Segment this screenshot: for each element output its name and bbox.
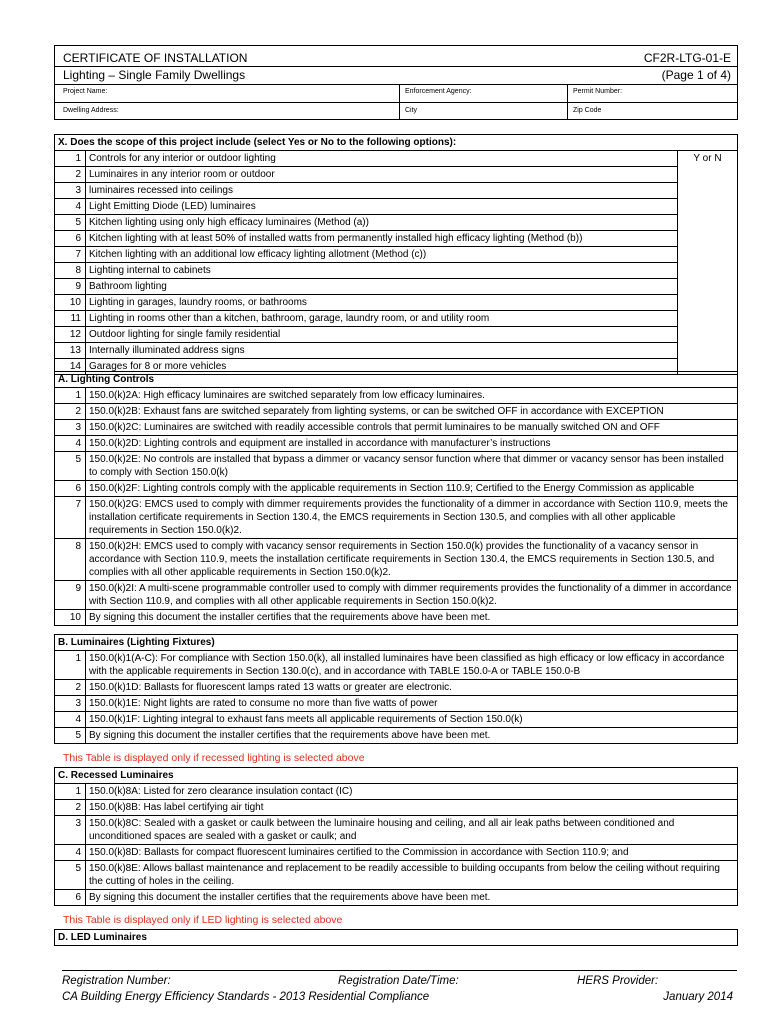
- table-row: [55, 420, 738, 436]
- form-title: CERTIFICATE OF INSTALLATION: [63, 51, 248, 65]
- row-text: Kitchen lighting with an additional low efficacy lighting allotment (Method (c)): [86, 247, 678, 263]
- row-number: 2: [55, 404, 86, 420]
- row-number: 11: [55, 311, 86, 327]
- page-footer: [62, 970, 737, 1003]
- row-number: 6: [55, 481, 86, 497]
- registration-datetime: Registration Date/Time:: [338, 975, 459, 987]
- recessed-heading: C. Recessed Luminaires: [55, 768, 738, 784]
- row-number: 4: [55, 845, 86, 861]
- row-text: 150.0(k)2G: EMCS used to comply with dimmer requirements provides the functionality of a dimmer in accordance with Section 110.9, meets the installation certificate requirements in Section 130.4, the EMCS requirements in Section 130.5, and complies with all other applicable requirements in Section 150.0(k)2.: [86, 497, 738, 539]
- row-text: Bathroom lighting: [86, 279, 678, 295]
- yn-label[interactable]: Y or N: [677, 151, 737, 375]
- row-text: Outdoor lighting for single family residential: [86, 327, 678, 343]
- zip-code-field[interactable]: Zip Code: [573, 107, 602, 114]
- table-row: [55, 481, 738, 497]
- table-row: [55, 151, 738, 167]
- row-text: Kitchen lighting using only high efficacy luminaires (Method (a)): [86, 215, 678, 231]
- scope-table: [54, 134, 738, 375]
- row-text: 150.0(k)2I: A multi-scene programmable controller used to comply with dimmer requirements provides the functionality of a dimmer in accordance with Section 110.9, and complies with all other applicable requirements in Section 150.0(k)2.: [86, 581, 738, 610]
- row-number: 1: [55, 784, 86, 800]
- table-row: [55, 183, 738, 199]
- table-row: [55, 539, 738, 581]
- row-text: 150.0(k)1(A-C): For compliance with Section 150.0(k), all installed luminaires have been classified as high efficacy or low efficacy in accordance with the applicable requirements in Section 130.0(c), and in accordance with TABLE 150.0-A or TABLE 150.0-B: [86, 651, 738, 680]
- dwelling-address-field[interactable]: Dwelling Address:: [63, 107, 119, 114]
- row-text: 150.0(k)2H: EMCS used to comply with vacancy sensor requirements in Section 150.0(k) provides the functionality of a vacancy sensor in accordance with Section 110.9, meets the installation certificate requirements in Section 130.4, the EMCS requirements in Section 130.5, and complies with all other applicable requirements in Section 150.0(k)2.: [86, 539, 738, 581]
- luminaires-heading: B. Luminaires (Lighting Fixtures): [55, 635, 738, 651]
- row-text: 150.0(k)1D: Ballasts for fluorescent lamps rated 13 watts or greater are electronic.: [86, 680, 738, 696]
- table-row: [55, 581, 738, 610]
- led-luminaires-table: [54, 929, 738, 946]
- row-text: By signing this document the installer certifies that the requirements above have been met.: [86, 610, 738, 626]
- lighting-controls-table: [54, 371, 738, 626]
- row-number: 7: [55, 247, 86, 263]
- table-row: [55, 327, 738, 343]
- row-number: 4: [55, 436, 86, 452]
- lighting-controls-heading: A. Lighting Controls: [55, 372, 738, 388]
- row-number: 4: [55, 199, 86, 215]
- row-text: 150.0(k)8A: Listed for zero clearance insulation contact (IC): [86, 784, 738, 800]
- row-text: Lighting in rooms other than a kitchen, bathroom, garage, laundry room, or and utility room: [86, 311, 678, 327]
- row-text: Light Emitting Diode (LED) luminaires: [86, 199, 678, 215]
- row-number: 3: [55, 183, 86, 199]
- row-number: 10: [55, 295, 86, 311]
- row-number: 7: [55, 497, 86, 539]
- row-number: 1: [55, 651, 86, 680]
- table-row: [55, 199, 738, 215]
- row-number: 1: [55, 388, 86, 404]
- footer-date: January 2014: [663, 991, 733, 1003]
- row-number: 4: [55, 712, 86, 728]
- row-number: 2: [55, 167, 86, 183]
- row-number: 3: [55, 420, 86, 436]
- form-header: [54, 45, 738, 120]
- table-row: [55, 295, 738, 311]
- table-row: [55, 610, 738, 626]
- row-number: 8: [55, 539, 86, 581]
- row-number: 12: [55, 327, 86, 343]
- table-row: [55, 696, 738, 712]
- row-text: By signing this document the installer certifies that the requirements above have been met.: [86, 728, 738, 744]
- project-name-field[interactable]: Project Name:: [63, 88, 108, 95]
- row-text: 150.0(k)2D: Lighting controls and equipment are installed in accordance with manufacturer’s instructions: [86, 436, 738, 452]
- table-row: [55, 680, 738, 696]
- row-text: 150.0(k)1E: Night lights are rated to consume no more than five watts of power: [86, 696, 738, 712]
- enforcement-agency-field[interactable]: Enforcement Agency:: [405, 88, 472, 95]
- table-row: [55, 167, 738, 183]
- form-id: CF2R-LTG-01-E: [643, 51, 731, 65]
- recessed-luminaires-table: [54, 767, 738, 906]
- row-number: 5: [55, 452, 86, 481]
- table-row: [55, 279, 738, 295]
- led-heading: D. LED Luminaires: [55, 930, 738, 946]
- row-text: 150.0(k)8E: Allows ballast maintenance and replacement to be readily accessible to building occupants from below the ceiling without requiring the cutting of holes in the ceiling.: [86, 861, 738, 890]
- row-text: 150.0(k)2E: No controls are installed that bypass a dimmer or vacancy sensor function where that dimmer or vacancy sensor has been installed to comply with Section 150.0(k): [86, 452, 738, 481]
- row-number: 3: [55, 816, 86, 845]
- row-text: Kitchen lighting with at least 50% of installed watts from permanently installed high efficacy lighting (Method (b)): [86, 231, 678, 247]
- row-number: 5: [55, 215, 86, 231]
- table-row: [55, 215, 738, 231]
- row-text: Garages for 8 or more vehicles: [86, 359, 678, 375]
- row-text: 150.0(k)1F: Lighting integral to exhaust fans meets all applicable requirements of Section 150.0(k): [86, 712, 738, 728]
- table-row: [55, 890, 738, 906]
- table-row: [55, 247, 738, 263]
- row-number: 1: [55, 151, 86, 167]
- table-row: [55, 784, 738, 800]
- registration-number: Registration Number:: [62, 975, 171, 987]
- row-text: 150.0(k)8B: Has label certifying air tight: [86, 800, 738, 816]
- row-number: 9: [55, 581, 86, 610]
- table-row: [55, 311, 738, 327]
- table-row: [55, 436, 738, 452]
- row-number: 14: [55, 359, 86, 375]
- row-number: 10: [55, 610, 86, 626]
- row-text: 150.0(k)8C: Sealed with a gasket or caulk between the luminaire housing and ceiling, and all air leak paths between conditioned and unconditioned spaces are sealed with a gasket or caulk; and: [86, 816, 738, 845]
- table-row: [55, 816, 738, 845]
- row-number: 9: [55, 279, 86, 295]
- row-number: 6: [55, 231, 86, 247]
- table-row: [55, 263, 738, 279]
- row-text: 150.0(k)2A: High efficacy luminaires are switched separately from low efficacy luminaires.: [86, 388, 738, 404]
- row-number: 8: [55, 263, 86, 279]
- recessed-note: This Table is displayed only if recessed lighting is selected above: [63, 752, 365, 764]
- table-row: [55, 343, 738, 359]
- row-number: 5: [55, 861, 86, 890]
- row-number: 2: [55, 680, 86, 696]
- row-text: Luminaires in any interior room or outdoor: [86, 167, 678, 183]
- table-row: [55, 231, 738, 247]
- table-row: [55, 712, 738, 728]
- standards-line: CA Building Energy Efficiency Standards - 2013 Residential Compliance: [62, 991, 430, 1003]
- row-text: luminaires recessed into ceilings: [86, 183, 678, 199]
- table-row: [55, 845, 738, 861]
- table-row: [55, 800, 738, 816]
- led-note: This Table is displayed only if LED lighting is selected above: [63, 914, 343, 926]
- row-number: 13: [55, 343, 86, 359]
- row-text: 150.0(k)2C: Luminaires are switched with readily accessible controls that permit luminaires to be manually switched ON and OFF: [86, 420, 738, 436]
- row-text: 150.0(k)2B: Exhaust fans are switched separately from lighting systems, or can be switched OFF in accordance with EXCEPTION: [86, 404, 738, 420]
- table-row: [55, 388, 738, 404]
- page-number: (Page 1 of 4): [661, 68, 731, 82]
- table-row: [55, 861, 738, 890]
- table-row: [55, 452, 738, 481]
- row-text: By signing this document the installer certifies that the requirements above have been met.: [86, 890, 738, 906]
- table-row: [55, 404, 738, 420]
- row-number: 6: [55, 890, 86, 906]
- hers-provider: HERS Provider:: [577, 975, 659, 987]
- luminaires-table: [54, 634, 738, 744]
- row-text: Internally illuminated address signs: [86, 343, 678, 359]
- city-field[interactable]: City: [405, 107, 418, 114]
- form-subtitle: Lighting – Single Family Dwellings: [63, 68, 246, 82]
- table-row: [55, 497, 738, 539]
- permit-number-field[interactable]: Permit Number:: [573, 88, 623, 95]
- row-text: Lighting internal to cabinets: [86, 263, 678, 279]
- row-text: 150.0(k)8D: Ballasts for compact fluorescent luminaires certified to the Commission in accordance with Section 110.9; and: [86, 845, 738, 861]
- table-row: [55, 728, 738, 744]
- row-text: Controls for any interior or outdoor lighting: [86, 151, 678, 167]
- scope-heading: X. Does the scope of this project include (select Yes or No to the following options):: [55, 135, 738, 151]
- row-number: 5: [55, 728, 86, 744]
- row-number: 2: [55, 800, 86, 816]
- row-number: 3: [55, 696, 86, 712]
- table-row: [55, 651, 738, 680]
- row-text: 150.0(k)2F: Lighting controls comply with the applicable requirements in Section 110.9; Certified to the Energy Commission as applicable: [86, 481, 738, 497]
- row-text: Lighting in garages, laundry rooms, or bathrooms: [86, 295, 678, 311]
